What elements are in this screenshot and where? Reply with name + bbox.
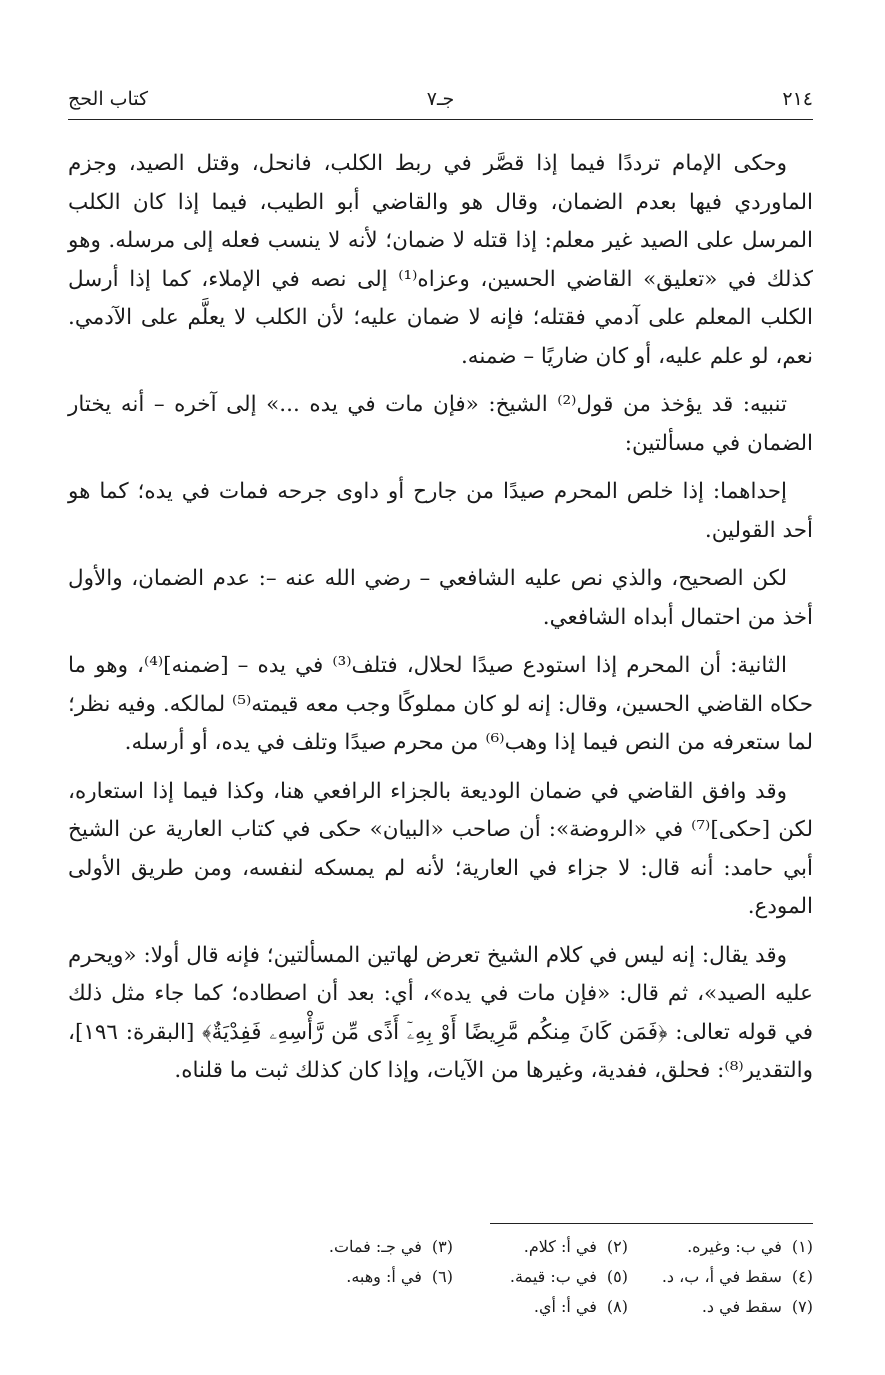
footnote: [253, 1262, 453, 1292]
footnote: [628, 1232, 813, 1262]
paragraph: وقد يقال: إنه ليس في كلام الشيخ تعرض لهاتين المسألتين؛ فإنه قال أولا: «ويحرم عليه الصيد»، ثم قال: «فإن مات في يده»، أي: بعد أن اصطاده؛ كما جاء مثل ذلك في قوله تعالى: ﴿فَمَن كَانَ مِنكُم مَّرِيضًا أَوْ بِهِۦٓ أَذًى مِّن رَّأْسِهِۦ فَفِدْيَةٌ﴾ [البقرة: ١٩٦]، والتقدير⁽⁸⁾: فحلق، ففدية، وغيرها من الآيات، وإذا كان كذلك ثبت ما قلناه.: [68, 942, 813, 1083]
paragraph: لكن الصحيح، والذي نص عليه الشافعي – رضي الله عنه –: عدم الضمان، والأول أخذ من احتمال أبداه الشافعي.: [68, 566, 813, 630]
footnote-number: (٦): [431, 1267, 453, 1286]
footnote-text: في ب: قيمة.: [509, 1267, 597, 1286]
paragraph: وحكى الإمام ترددًا فيما إذا قصَّر في ربط الكلب، فانحل، وقتل الصيد، وجزم الماوردي فيها بعدم الضمان، وقال هو والقاضي أبو الطيب، فيما إذا كان الكلب المرسل على الصيد غير معلم: إذا قتله لا ضمان؛ لأنه لا ينسب فعله إلى مرسله. وهو كذلك في «تعليق» القاضي الحسين، وعزاه⁽¹⁾ إلى نصه في الإملاء، كما إذا أرسل الكلب المعلم على آدمي فقتله؛ فإنه لا ضمان عليه؛ لأن الكلب لا يعلَّم على الآدمي. نعم، لو علم عليه، أو كان ضاريًا – ضمنه.: [68, 151, 814, 369]
footnote-text: سقط في د.: [701, 1297, 782, 1316]
volume-label: جـ٧: [426, 88, 455, 110]
page-number: ٢١٤: [782, 88, 813, 110]
main-text: [68, 145, 813, 1101]
footnote-text: في أ: أي.: [533, 1297, 597, 1316]
footnote-number: (٥): [606, 1267, 628, 1286]
footnote-text: في أ: كلام.: [523, 1237, 597, 1256]
paragraph: تنبيه: قد يؤخذ من قول⁽²⁾ الشيخ: «فإن مات في يده ...» إلى آخره – أنه يختار الضمان في مسألتين:: [68, 392, 813, 456]
footnote-row: [120, 1292, 813, 1322]
footnote: [453, 1262, 628, 1292]
footnote-text: في جـ: فمات.: [328, 1237, 422, 1256]
footnote-number: (٧): [791, 1297, 813, 1316]
running-header: [68, 82, 813, 116]
footnote-row: [120, 1262, 813, 1292]
footnote: [253, 1232, 453, 1262]
footnote: [628, 1262, 813, 1292]
footnote-text: في ب: وغيره.: [687, 1237, 782, 1256]
paragraph: إحداهما: إذا خلص المحرم صيدًا من جارح أو داوى جرحه فمات في يده؛ كما هو أحد القولين.: [68, 479, 813, 543]
header-divider: [68, 119, 813, 120]
footnote-text: سقط في أ، ب، د.: [661, 1267, 782, 1286]
footnote-number: (١): [791, 1237, 813, 1256]
paragraph: الثانية: أن المحرم إذا استودع صيدًا لحلال، فتلف⁽³⁾ في يده – [ضمنه]⁽⁴⁾، وهو ما حكاه القاضي الحسين، وقال: إنه لو كان مملوكًا وجب معه قيمته⁽⁵⁾ لمالكه. وفيه نظر؛ لما ستعرفه من النص فيما إذا وهب⁽⁶⁾ من محرم صيدًا وتلف في يده، أو أرسله.: [68, 653, 813, 755]
footnote-number: (٤): [791, 1267, 813, 1286]
footnote: [453, 1232, 628, 1262]
footnotes: [120, 1232, 813, 1322]
footnote-number: (٣): [431, 1237, 453, 1256]
footnote-divider: [490, 1223, 813, 1224]
paragraph: وقد وافق القاضي في ضمان الوديعة بالجزاء الرافعي هنا، وكذا فيما إذا استعاره، لكن [حكى]⁽⁷⁾ في «الروضة»: أن صاحب «البيان» حكى في كتاب العارية عن الشيخ أبي حامد: أنه قال: لا جزاء في العارية؛ لأنه لم يمسكه لنفسه، ومن طريق الأولى المودع.: [68, 778, 814, 919]
footnote: [453, 1292, 628, 1322]
footnote-number: (٢): [606, 1237, 628, 1256]
footnote-text: في أ: وهبه.: [346, 1267, 422, 1286]
footnote-row: [120, 1232, 813, 1262]
book-title: كتاب الحج: [68, 88, 149, 110]
footnote-number: (٨): [606, 1297, 628, 1316]
footnote: [628, 1292, 813, 1322]
